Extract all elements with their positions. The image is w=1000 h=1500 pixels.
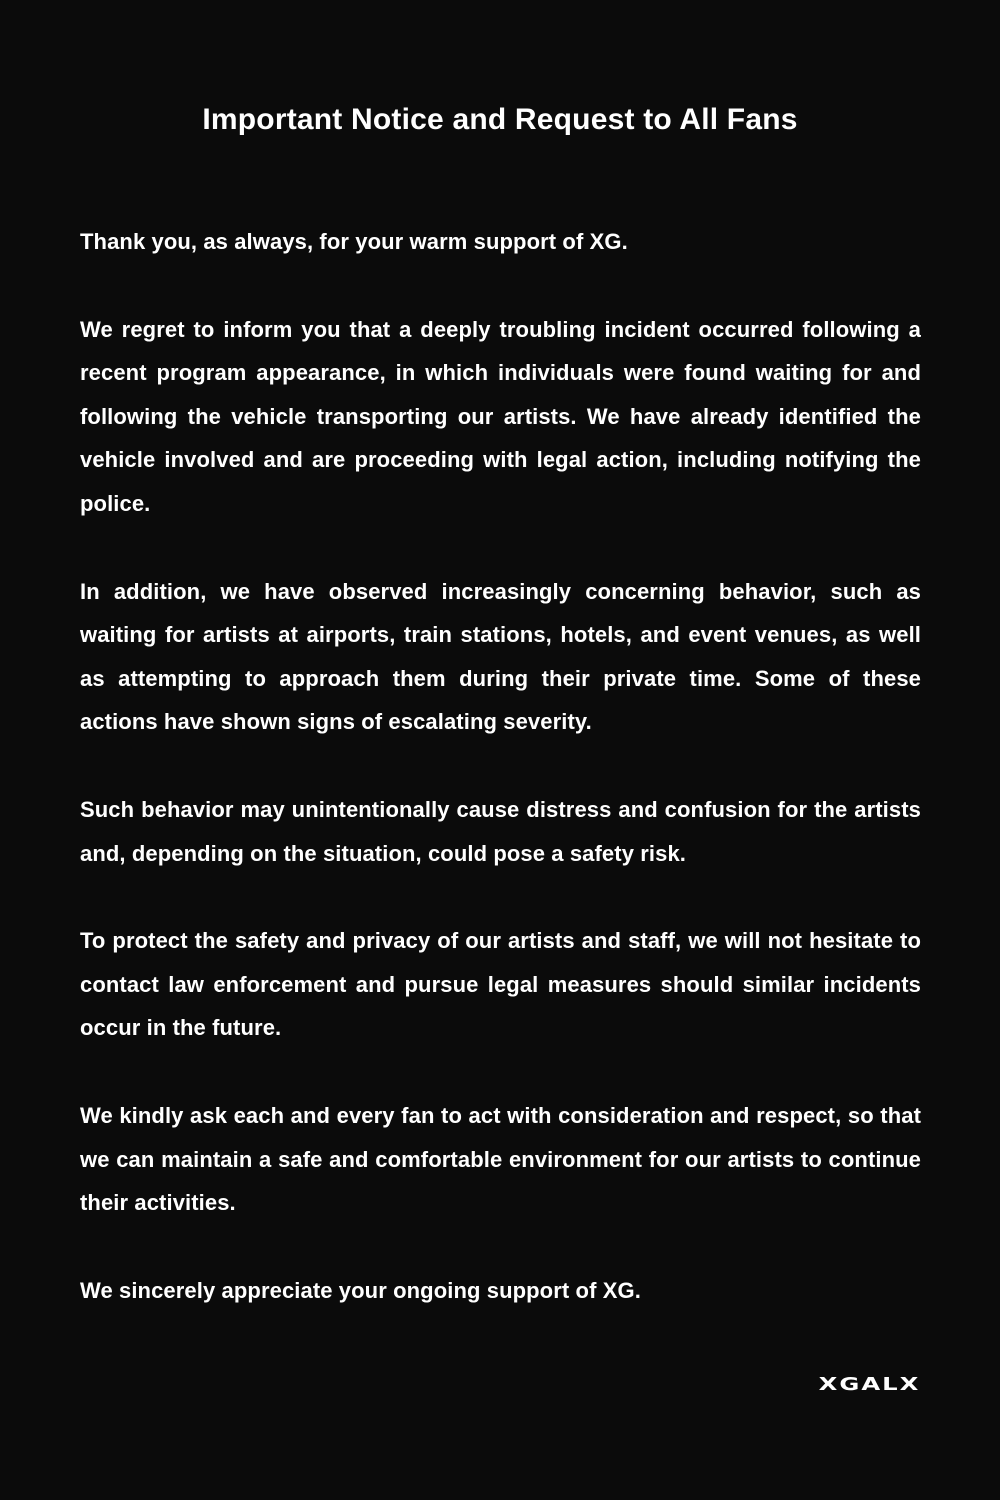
- paragraph-appreciation: We sincerely appreciate your ongoing support of XG.: [80, 1277, 641, 1303]
- paragraph-concerning-behavior: In addition, we have observed increasingly concerning behavior, such as waiting for artists at airports, train stations, hotels, and event venues, as well as attempting to approach them during their private time. Some of these actions have shown signs of escalating severity.: [80, 578, 921, 735]
- xgalx-logo: XGALX: [818, 1374, 920, 1395]
- paragraph-thanks: Thank you, as always, for your warm support of XG.: [80, 229, 628, 254]
- paragraph-legal-measures: To protect the safety and privacy of our artists and staff, we will not hesitate to contact law enforcement and pursue legal measures should similar incidents occur in the future.: [80, 928, 921, 1041]
- paragraph-safety-risk: Such behavior may unintentionally cause distress and confusion for the artists and, depending on the situation, could pose a safety risk.: [80, 796, 921, 866]
- notice-title: Important Notice and Request to All Fans: [202, 103, 798, 136]
- paragraph-incident: We regret to inform you that a deeply troubling incident occurred following a recent program appearance, in which individuals were found waiting for and following the vehicle transporting our artists. We have already identified the vehicle involved and are proceeding with legal action, including notifying the police.: [80, 316, 921, 516]
- notice-body: [80, 220, 921, 1356]
- paragraph-request: We kindly ask each and every fan to act with consideration and respect, so that we can maintain a safe and comfortable environment for our artists to continue their activities.: [80, 1102, 921, 1216]
